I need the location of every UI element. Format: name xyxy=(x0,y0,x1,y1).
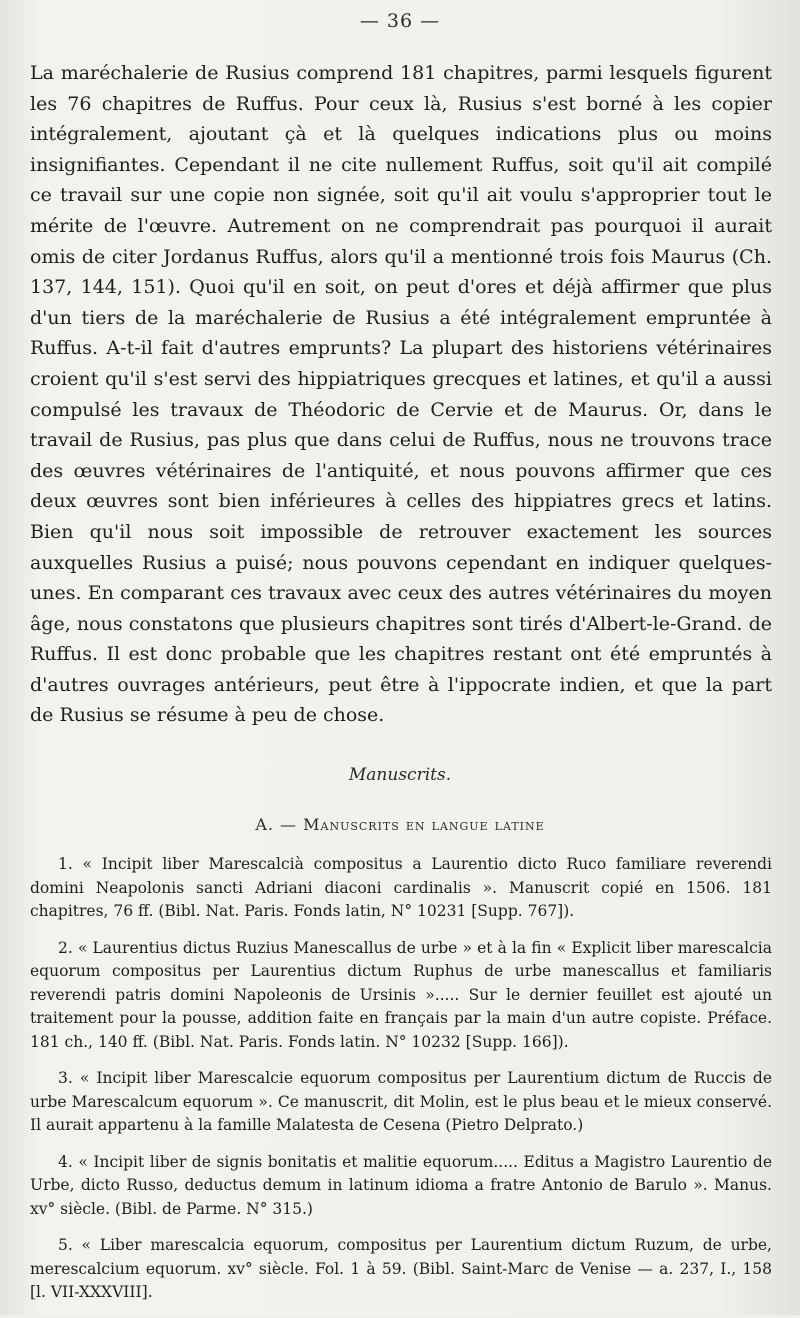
sub-heading-prefix: A. — xyxy=(255,815,304,834)
page-number: — 36 — xyxy=(359,10,441,32)
main-paragraph: La maréchalerie de Rusius comprend 181 chapitres, parmi lesquels figurent les 76 chapitres de Ruffus. Pour ceux là, Rusius s'est borné à les copier intégralement, ajoutant çà et là quelques indications plus ou moins insignifiantes. Cependant il ne cite nullement Ruffus, soit qu'il ait compilé ce travail sur une copie non signée, soit qu'il ait voulu s'approprier tout le mérite de l'œuvre. Autrement on ne comprendrait pas pourquoi il aurait omis de citer Jordanus Ruffus, alors qu'il a mentionné trois fois Maurus (Ch. 137, 144, 151). Quoi qu'il en soit, on peut d'ores et déjà affirmer que plus d'un tiers de la maréchalerie de Rusius a été intégralement empruntée à Ruffus. A-t-il fait d'autres emprunts? La plupart des historiens vétérinaires croient qu'il s'est servi des hippiatriques grecques et latines, et qu'il a aussi compulsé les travaux de Théodoric de Cervie et de Maurus. Or, dans le travail de Rusius, pas plus que dans celui de Ruffus, nous ne trouvons trace des œuvres vétérinaires de l'antiquité, et nous pouvons affirmer que ces deux œuvres sont bien inférieures à celles des hippiatres grecs et latins. Bien qu'il nous soit impossible de retrouver exactement les sources auxquelles Rusius a puisé; nous pouvons cependant en indiquer quelques-unes. En comparant ces travaux avec ceux des autres vétérinaires du moyen âge, nous constatons que plusieurs chapitres sont tirés d'Albert-le-Grand. de Ruffus. Il est donc probable que les chapitres restant ont été empruntés à d'autres ouvrages antérieurs, peut être à l'ippocrate indien, et que la part de Rusius se résume à peu de chose. xyxy=(30,62,772,727)
section-heading: Manuscrits. xyxy=(348,765,452,785)
sub-heading-text: Manuscrits en langue latine xyxy=(303,815,545,834)
manuscript-entry: 2. « Laurentius dictus Ruzius Manescallus de urbe » et à la fin « Explicit liber marescalcia equorum compositus per Laurentius dictum Ruphus de urbe manescallus et familiaris reverendi patris domini Napoleonis de Ursinis »..... Sur le dernier feuillet est ajouté un traitement pour la pousse, addition faite en français par la main d'un autre copiste. Préface. 181 ch., 140 ff. (Bibl. Nat. Paris. Fonds latin. N° 10232 [Supp. 166]). xyxy=(30,938,772,1051)
sub-heading xyxy=(0,815,800,834)
manuscript-entry: 5. « Liber marescalcia equorum, compositus per Laurentium dictum Ruzum, de urbe, merescalcium equorum. xv° siècle. Fol. 1 à 59. (Bibl. Saint-Marc de Venise — a. 237, I., 158 [l. VII-XXXVIII]. xyxy=(30,1236,772,1301)
manuscript-entry: 3. « Incipit liber Marescalcie equorum compositus per Laurentium dictum de Ruccis de urbe Marescalcum equorum ». Ce manuscrit, dit Molin, est le plus beau et le mieux conservé. Il aurait appartenu à la famille Malatesta de Cesena (Pietro Delprato.) xyxy=(30,1069,772,1134)
manuscript-list xyxy=(30,853,772,1318)
manuscript-entry: 4. « Incipit liber de signis bonitatis et malitie equorum..... Editus a Magistro Laurentio de Urbe, dicto Russo, deductus demum in latinum idioma a fratre Antonio de Barulo ». Manus. xv° siècle. (Bibl. de Parme. N° 315.) xyxy=(30,1152,772,1218)
manuscript-entry: 1. « Incipit liber Marescalcià compositus a Laurentio dicto Ruco familiare reverendi domini Neapolonis sancti Adriani diaconi cardinalis ». Manuscrit copié en 1506. 181 chapitres, 76 ff. (Bibl. Nat. Paris. Fonds latin, N° 10231 [Supp. 767]). xyxy=(30,855,772,920)
